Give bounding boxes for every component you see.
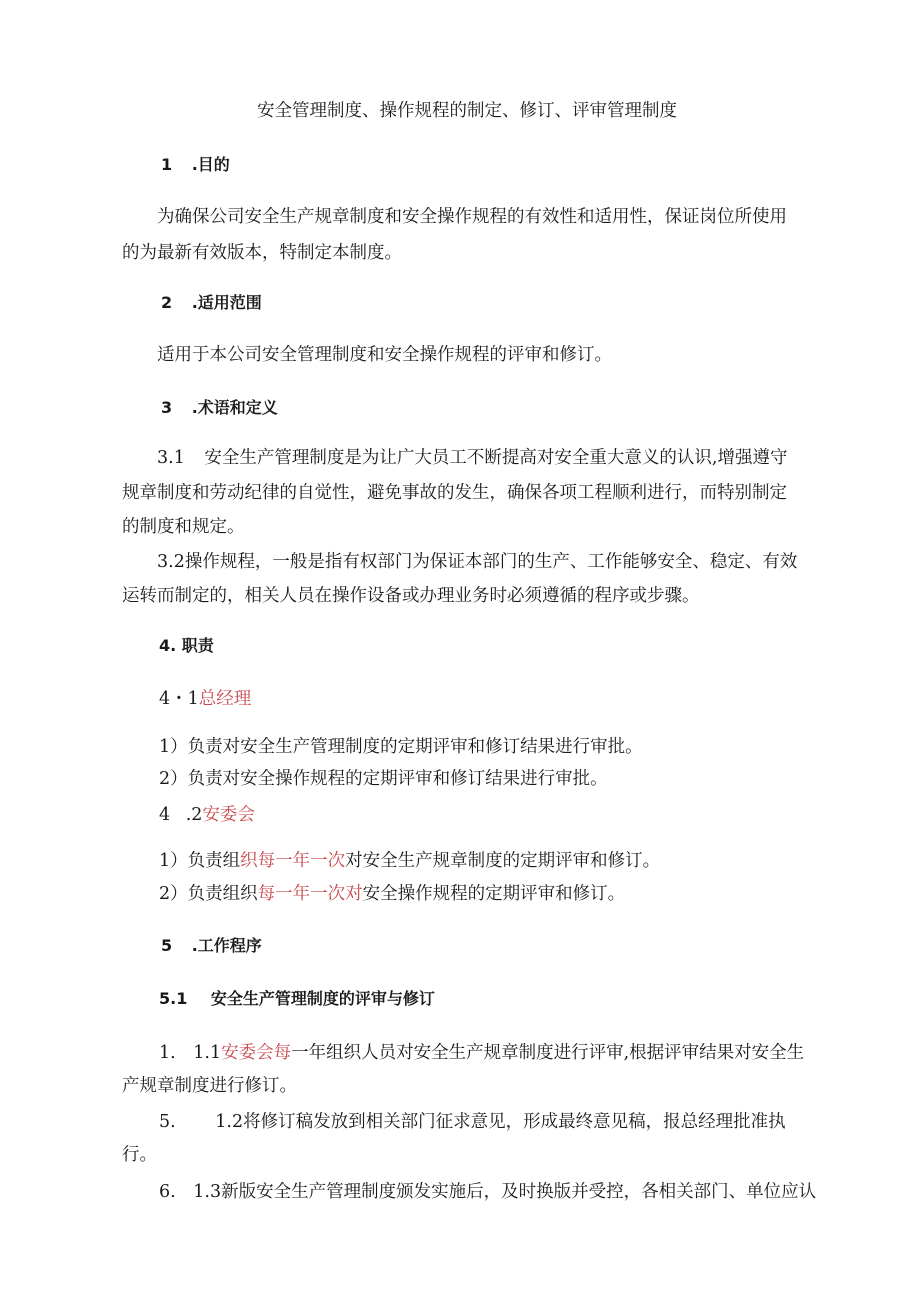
- section-2-title: .适用范围: [191, 293, 262, 312]
- item-5-1-3-number: 6.: [159, 1182, 176, 1202]
- document-title: 安全管理制度、操作规程的制定、修订、评审管理制度: [257, 101, 677, 121]
- item-3-1-number: 3.1: [157, 448, 185, 468]
- item-4-1: [159, 687, 251, 711]
- item-5-1-1-line-2: 产规章制度进行修订。: [122, 1076, 297, 1096]
- section-3-number: 3: [161, 398, 173, 417]
- section-2-paragraph: 适用于本公司安全管理制度和安全操作规程的评审和修订。: [157, 345, 612, 365]
- item-4-2-duty-2: [159, 882, 625, 906]
- item-3-2-line-2: 运转而制定的，相关人员在操作设备或办理业务时必须遵循的程序或步骤。: [122, 586, 700, 606]
- item-5-1-1-sub: 1.1: [193, 1043, 222, 1063]
- section-5-1-heading: [159, 987, 435, 1011]
- section-1-paragraph-line-1: 为确保公司安全生产规章制度和安全操作规程的有效性和适用性，保证岗位所使用: [157, 207, 787, 227]
- item-4-2-duty-2-post: 安全操作规程的定期评审和修订。: [362, 884, 626, 904]
- item-4-1-number: 4・1: [159, 689, 199, 709]
- section-5-number: 5: [161, 936, 173, 955]
- section-1-title: .目的: [191, 155, 230, 174]
- section-5-1-title: 安全生产管理制度的评审与修订: [210, 989, 435, 1008]
- item-5-1-2-line-1: [159, 1110, 786, 1134]
- section-1-number: 1: [161, 155, 173, 174]
- section-2-heading: [161, 291, 262, 315]
- item-3-1-line-2: 规章制度和劳动纪律的自觉性，避免事故的发生，确保各项工程顺利进行，而特别制定: [122, 483, 787, 503]
- item-3-2-line-1: 3.2操作规程，一般是指有权部门为保证本部门的生产、工作能够安全、稳定、有效: [157, 552, 798, 572]
- item-3-1-line-1: [157, 446, 787, 470]
- item-4-2-sub: .2: [185, 805, 203, 825]
- section-1-paragraph-line-2: 的为最新有效版本，特制定本制度。: [122, 243, 402, 263]
- item-4-2-number: 4: [159, 805, 171, 825]
- item-5-1-1-highlight: 安委会每: [221, 1043, 292, 1063]
- section-5-1-number: 5.1: [159, 989, 188, 1008]
- item-4-2-duty-1: [159, 849, 660, 873]
- item-4-2-duty-1-pre: 1）负责组: [159, 851, 241, 871]
- item-5-1-2-line-2: 行。: [122, 1145, 157, 1165]
- item-4-1-role: 总经理: [198, 689, 252, 709]
- item-4-2: [159, 803, 255, 827]
- section-5-title: .工作程序: [191, 936, 262, 955]
- item-4-1-duty-1: 1）负责对安全生产管理制度的定期评审和修订结果进行审批。: [159, 737, 643, 757]
- section-5-heading: [161, 934, 262, 958]
- item-4-2-role: 安委会: [202, 805, 255, 825]
- item-4-2-duty-1-post: 对安全生产规章制度的定期评审和修订。: [345, 851, 661, 871]
- section-4-heading: 4. 职责: [159, 636, 214, 655]
- item-5-1-2-number: 5.: [159, 1112, 176, 1132]
- section-2-number: 2: [161, 293, 173, 312]
- item-4-2-duty-1-highlight: 织每一年一次: [240, 851, 346, 871]
- item-3-1-text: 安全生产管理制度是为让广大员工不断提高对安全重大意义的认识,增强遵守: [204, 448, 788, 468]
- item-5-1-1-text: 一年组织人员对安全生产规章制度进行评审,根据评审结果对安全生: [291, 1043, 805, 1063]
- item-5-1-1-line-1: [159, 1041, 804, 1065]
- item-4-2-duty-2-pre: 2）负责组织: [159, 884, 258, 904]
- section-3-heading: [161, 396, 278, 420]
- section-3-title: .术语和定义: [191, 398, 278, 417]
- item-5-1-1-number: 1.: [159, 1043, 176, 1063]
- item-4-1-duty-2: 2）负责对安全操作规程的定期评审和修订结果进行审批。: [159, 769, 608, 789]
- item-3-1-line-3: 的制度和规定。: [122, 517, 245, 537]
- item-5-1-3-line-1: [159, 1180, 816, 1204]
- section-1-heading: [161, 153, 230, 177]
- item-4-2-duty-2-highlight: 每一年一次对: [257, 884, 363, 904]
- item-5-1-3-text: 1.3新版安全生产管理制度颁发实施后，及时换版并受控，各相关部门、单位应认: [193, 1182, 817, 1202]
- item-5-1-2-text: 1.2将修订稿发放到相关部门征求意见，形成最终意见稿，报总经理批准执: [215, 1112, 786, 1132]
